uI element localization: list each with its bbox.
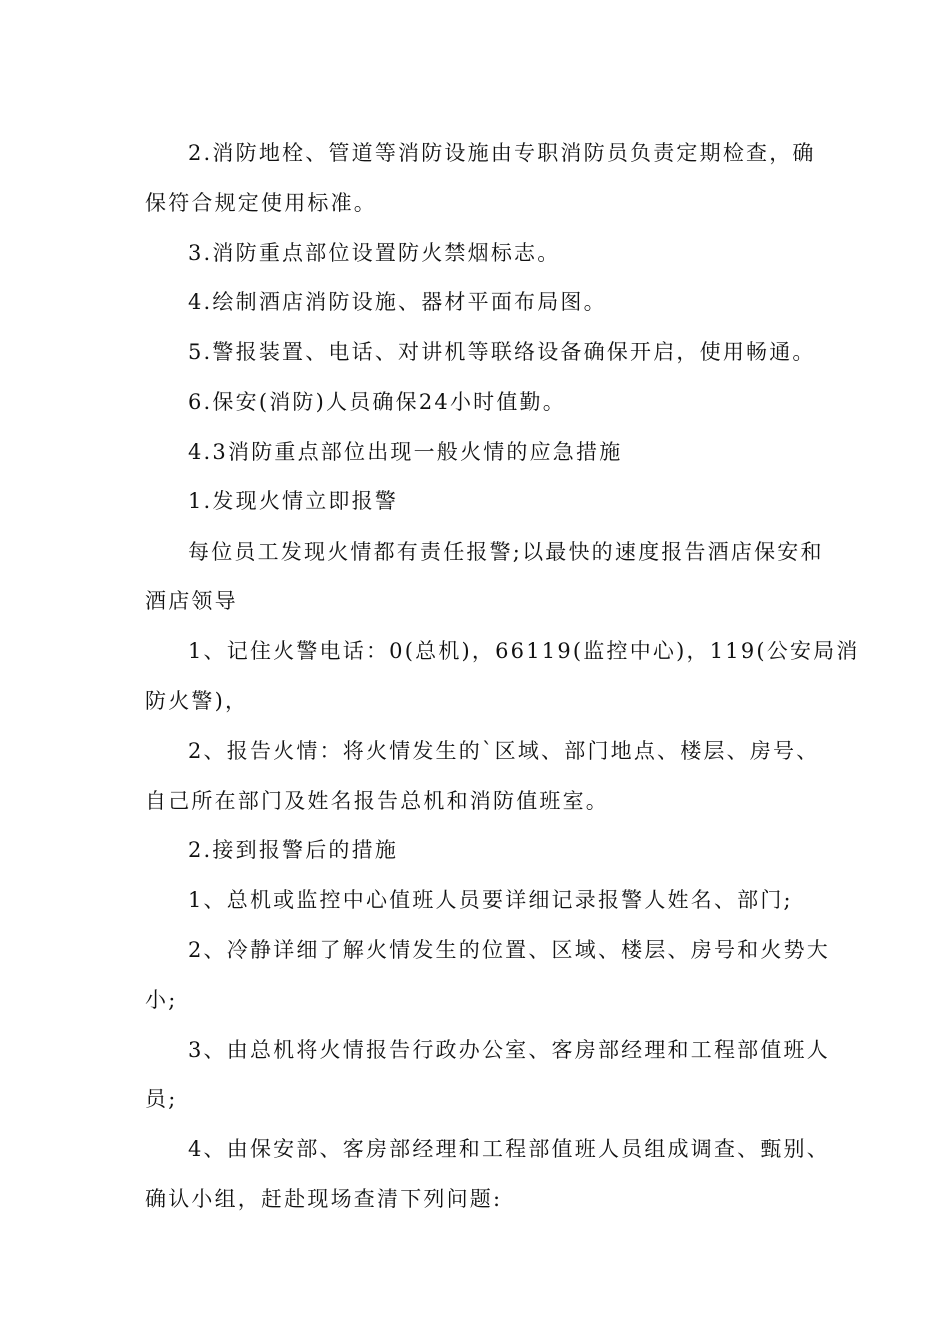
- paragraph-line: 2、冷静详细了解火情发生的位置、区域、楼层、房号和火势大: [188, 938, 830, 962]
- paragraph-line: 酒店领导: [145, 589, 238, 613]
- paragraph-line: 4.绘制酒店消防设施、器材平面布局图。: [188, 290, 607, 314]
- paragraph-line: 保符合规定使用标准。: [145, 191, 377, 215]
- paragraph-line: 1.发现火情立即报警: [188, 489, 399, 513]
- paragraph-line: 1、记住火警电话：0(总机)，66119(监控中心)，119(公安局消: [188, 639, 860, 663]
- paragraph-line: 1、总机或监控中心值班人员要详细记录报警人姓名、部门;: [188, 888, 793, 912]
- paragraph-line: 确认小组，赶赴现场查清下列问题:: [145, 1187, 503, 1211]
- paragraph-line: 2、报告火情：将火情发生的`区域、部门地点、楼层、房号、: [188, 739, 820, 763]
- paragraph-line: 2.消防地栓、管道等消防设施由专职消防员负责定期检查，确: [188, 141, 816, 165]
- paragraph-line: 小;: [145, 988, 178, 1012]
- paragraph-line: 每位员工发现火情都有责任报警;以最快的速度报告酒店保安和: [188, 540, 824, 564]
- paragraph-line: 4、由保安部、客房部经理和工程部值班人员组成调查、甄别、: [188, 1137, 830, 1161]
- paragraph-line: 2.接到报警后的措施: [188, 838, 399, 862]
- paragraph-line: 3.消防重点部位设置防火禁烟标志。: [188, 241, 561, 265]
- paragraph-line: 3、由总机将火情报告行政办公室、客房部经理和工程部值班人: [188, 1038, 830, 1062]
- section-heading: 4.3消防重点部位出现一般火情的应急措施: [188, 440, 623, 464]
- paragraph-line: 6.保安(消防)人员确保24小时值勤。: [188, 390, 566, 414]
- paragraph-line: 自己所在部门及姓名报告总机和消防值班室。: [145, 789, 609, 813]
- paragraph-line: 5.警报装置、电话、对讲机等联络设备确保开启，使用畅通。: [188, 340, 816, 364]
- paragraph-line: 员;: [145, 1087, 178, 1111]
- paragraph-line: 防火警)，: [145, 689, 249, 713]
